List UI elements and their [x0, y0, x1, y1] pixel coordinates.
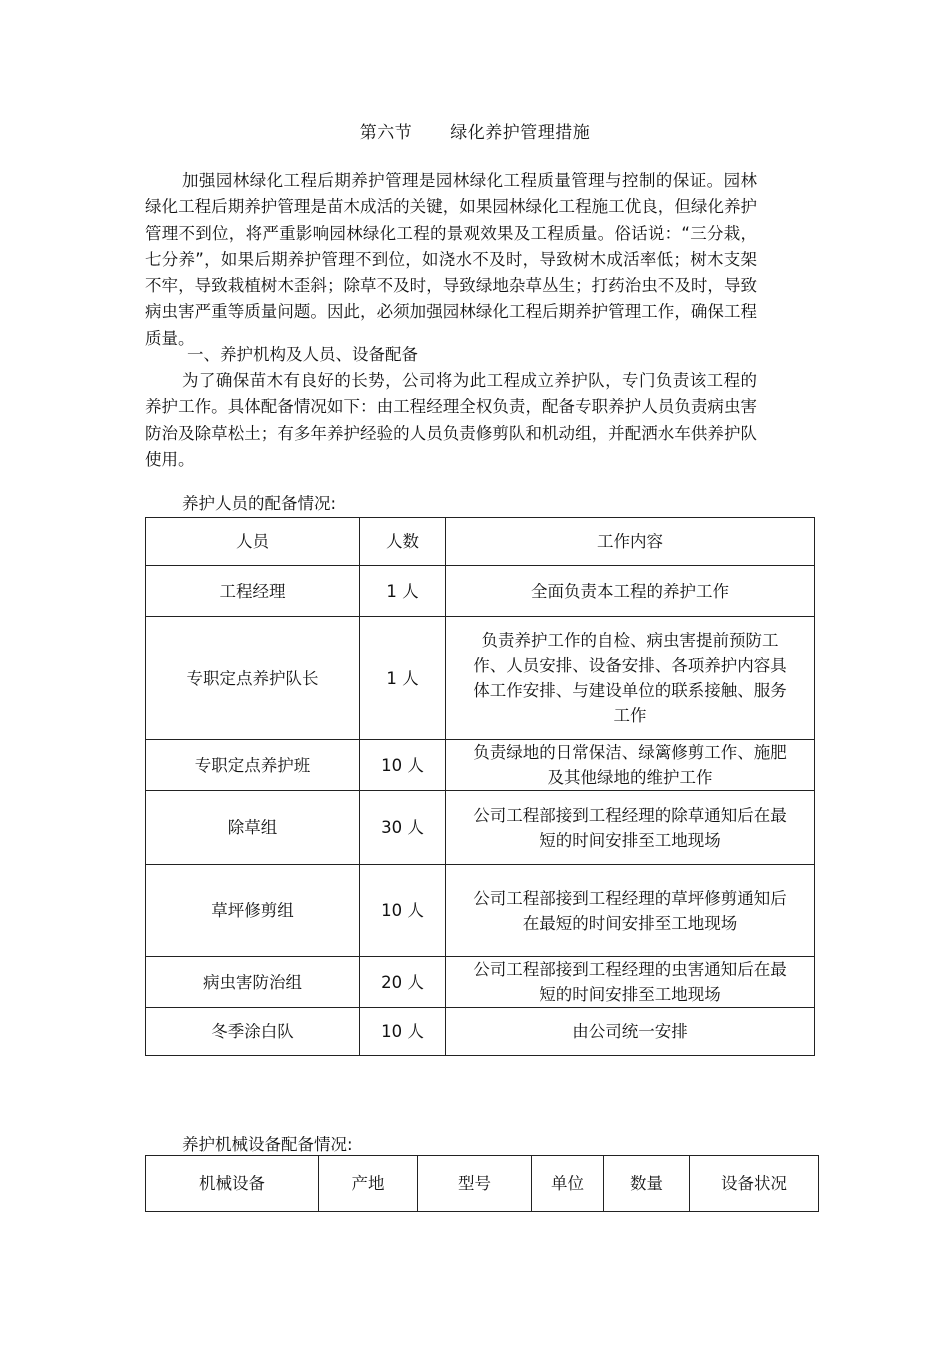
- duty-cell: 负责绿地的日常保洁、绿篱修剪工作、施肥及其他绿地的维护工作: [446, 740, 815, 791]
- section-number: 第六节: [359, 123, 413, 143]
- role-cell: 工程经理: [146, 566, 360, 617]
- staff-table: [145, 517, 815, 1056]
- table-header-row: [146, 518, 815, 566]
- intro-paragraph: 加强园林绿化工程后期养护管理是园林绿化工程质量管理与控制的保证。园林绿化工程后期养护管理是苗木成活的关键，如果园林绿化工程施工优良，但绿化养护管理不到位，将严重影响园林绿化工程的景观效果及工程质量。俗话说：“三分栽，七分养”，如果后期养护管理不到位，如浇水不及时，导致树木成活率低；树木支架不牢，导致栽植树木歪斜；除草不及时，导致绿地杂草丛生；打药治虫不及时，导致病虫害严重等质量问题。因此，必须加强园林绿化工程后期养护管理工作，确保工程质量。: [145, 171, 757, 348]
- header-cell: 产地: [319, 1156, 418, 1212]
- staff-table-caption: 养护人员的配备情况:: [182, 494, 337, 513]
- role-cell: 除草组: [146, 791, 360, 865]
- header-cell: 人员: [146, 518, 360, 566]
- count-cell: 30 人: [360, 791, 446, 865]
- count-cell: 10 人: [360, 1008, 446, 1056]
- role-cell: 草坪修剪组: [146, 865, 360, 957]
- duty-cell: 公司工程部接到工程经理的虫害通知后在最短的时间安排至工地现场: [446, 957, 815, 1008]
- duty-cell: 公司工程部接到工程经理的草坪修剪通知后在最短的时间安排至工地现场: [446, 865, 815, 957]
- duty-cell: 负责养护工作的自检、病虫害提前预防工作、人员安排、设备安排、各项养护内容具体工作安排、与建设单位的联系接触、服务工作: [446, 617, 815, 740]
- table-header-row: [146, 1156, 819, 1212]
- table-row: [146, 617, 815, 740]
- header-cell: 机械设备: [146, 1156, 319, 1212]
- duty-cell: 公司工程部接到工程经理的除草通知后在最短的时间安排至工地现场: [446, 791, 815, 865]
- role-cell: 冬季涂白队: [146, 1008, 360, 1056]
- count-cell: 20 人: [360, 957, 446, 1008]
- role-cell: 专职定点养护班: [146, 740, 360, 791]
- table-row: [146, 566, 815, 617]
- header-cell: 型号: [418, 1156, 532, 1212]
- table-row: [146, 957, 815, 1008]
- subsection-heading: 一、养护机构及人员、设备配备: [187, 345, 418, 364]
- header-cell: 设备状况: [690, 1156, 819, 1212]
- table-row: [146, 791, 815, 865]
- duty-cell: 全面负责本工程的养护工作: [446, 566, 815, 617]
- table-row: [146, 740, 815, 791]
- header-cell: 工作内容: [446, 518, 815, 566]
- count-cell: 10 人: [360, 865, 446, 957]
- header-cell: 数量: [604, 1156, 690, 1212]
- equipment-table-caption: 养护机械设备配备情况:: [182, 1135, 353, 1154]
- section-heading: 绿化养护管理措施: [450, 123, 591, 143]
- role-cell: 专职定点养护队长: [146, 617, 360, 740]
- count-cell: 10 人: [360, 740, 446, 791]
- table-row: [146, 865, 815, 957]
- duty-cell: 由公司统一安排: [446, 1008, 815, 1056]
- table-row: [146, 1008, 815, 1056]
- section-title: [0, 118, 950, 143]
- header-cell: 人数: [360, 518, 446, 566]
- header-cell: 单位: [532, 1156, 604, 1212]
- equipment-table: [145, 1155, 819, 1212]
- staffing-paragraph: 为了确保苗木有良好的长势，公司将为此工程成立养护队，专门负责该工程的养护工作。具体配备情况如下：由工程经理全权负责，配备专职养护人员负责病虫害防治及除草松土；有多年养护经验的人员负责修剪队和机动组，并配洒水车供养护队使用。: [145, 371, 757, 469]
- role-cell: 病虫害防治组: [146, 957, 360, 1008]
- count-cell: 1 人: [360, 566, 446, 617]
- count-cell: 1 人: [360, 617, 446, 740]
